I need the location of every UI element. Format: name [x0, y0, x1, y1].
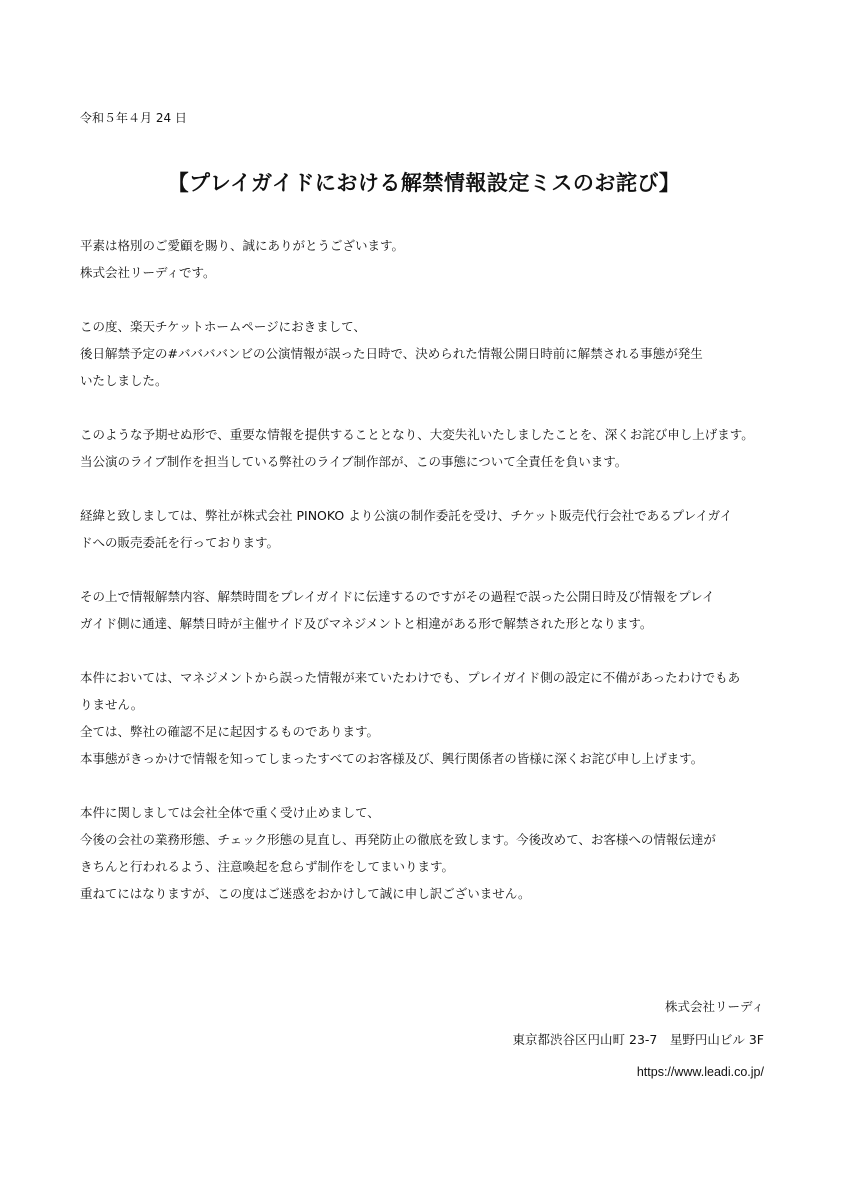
text-line: ドへの販売委託を行っております。	[80, 535, 280, 550]
text-line: この度、楽天チケットホームページにおきまして、	[80, 319, 366, 334]
paragraph-apology	[80, 421, 770, 475]
text-line: 平素は格別のご愛顧を賜り、誠にありがとうございます。	[80, 238, 405, 253]
paragraph-greeting	[80, 232, 770, 286]
text-line: 後日解禁予定の#ババババンビの公演情報が誤った日時で、決められた情報公開日時前に解禁される事態が発生	[80, 346, 703, 361]
document-date: 令和５年４月 24 日	[80, 111, 187, 125]
text-line: 株式会社リーディです。	[80, 265, 216, 280]
document-title: 【プレイガイドにおける解禁情報設定ミスのお詫び】	[167, 171, 681, 195]
text-line: 当公演のライブ制作を担当している弊社のライブ制作部が、この事態について全責任を負います。	[80, 454, 628, 469]
document-body	[80, 232, 770, 934]
signature-block	[513, 990, 764, 1089]
paragraph-measures	[80, 799, 770, 907]
text-line: 重ねてにはなりますが、この度はご迷惑をおかけして誠に申し訳ございません。	[80, 886, 531, 901]
company-url: https://www.leadi.co.jp/	[636, 1065, 764, 1079]
text-line: 本件に関しましては会社全体で重く受け止めまして、	[80, 805, 380, 820]
text-line: その上で情報解禁内容、解禁時間をプレイガイドに伝達するのですがその過程で誤った公開日時及び情報をプレイ	[80, 589, 715, 604]
paragraph-cause	[80, 664, 770, 772]
text-line: きちんと行われるよう、注意喚起を怠らず制作をしてまいります。	[80, 859, 455, 874]
text-line: 本事態がきっかけで情報を知ってしまったすべてのお客様及び、興行関係者の皆様に深くお詫び申し上げます。	[80, 751, 704, 766]
text-line: りません。	[80, 697, 144, 712]
text-line: 本件においては、マネジメントから誤った情報が来ていたわけでも、プレイガイド側の設定に不備があったわけでもあ	[80, 670, 741, 685]
paragraph-process	[80, 583, 770, 637]
paragraph-incident	[80, 313, 770, 394]
text-line: このような予期せぬ形で、重要な情報を提供することとなり、大変失礼いたしましたことを、深くお詫び申し上げます。	[80, 427, 754, 442]
paragraph-background	[80, 502, 770, 556]
text-line: 今後の会社の業務形態、チェック形態の見直し、再発防止の徹底を致します。今後改めて、お客様への情報伝達が	[80, 832, 716, 847]
text-line: 経緯と致しましては、弊社が株式会社 PINOKO より公演の制作委託を受け、チケット販売代行会社であるプレイガイ	[80, 508, 733, 523]
text-line: いたしました。	[80, 373, 168, 388]
company-address: 東京都渋谷区円山町 23-7 星野円山ビル 3F	[512, 1032, 764, 1047]
text-line: ガイド側に通達、解禁日時が主催サイド及びマネジメントと相違がある形で解禁された形となります。	[80, 616, 653, 631]
text-line: 全ては、弊社の確認不足に起因するものであります。	[80, 724, 380, 739]
company-name: 株式会社リーディ	[664, 999, 764, 1014]
